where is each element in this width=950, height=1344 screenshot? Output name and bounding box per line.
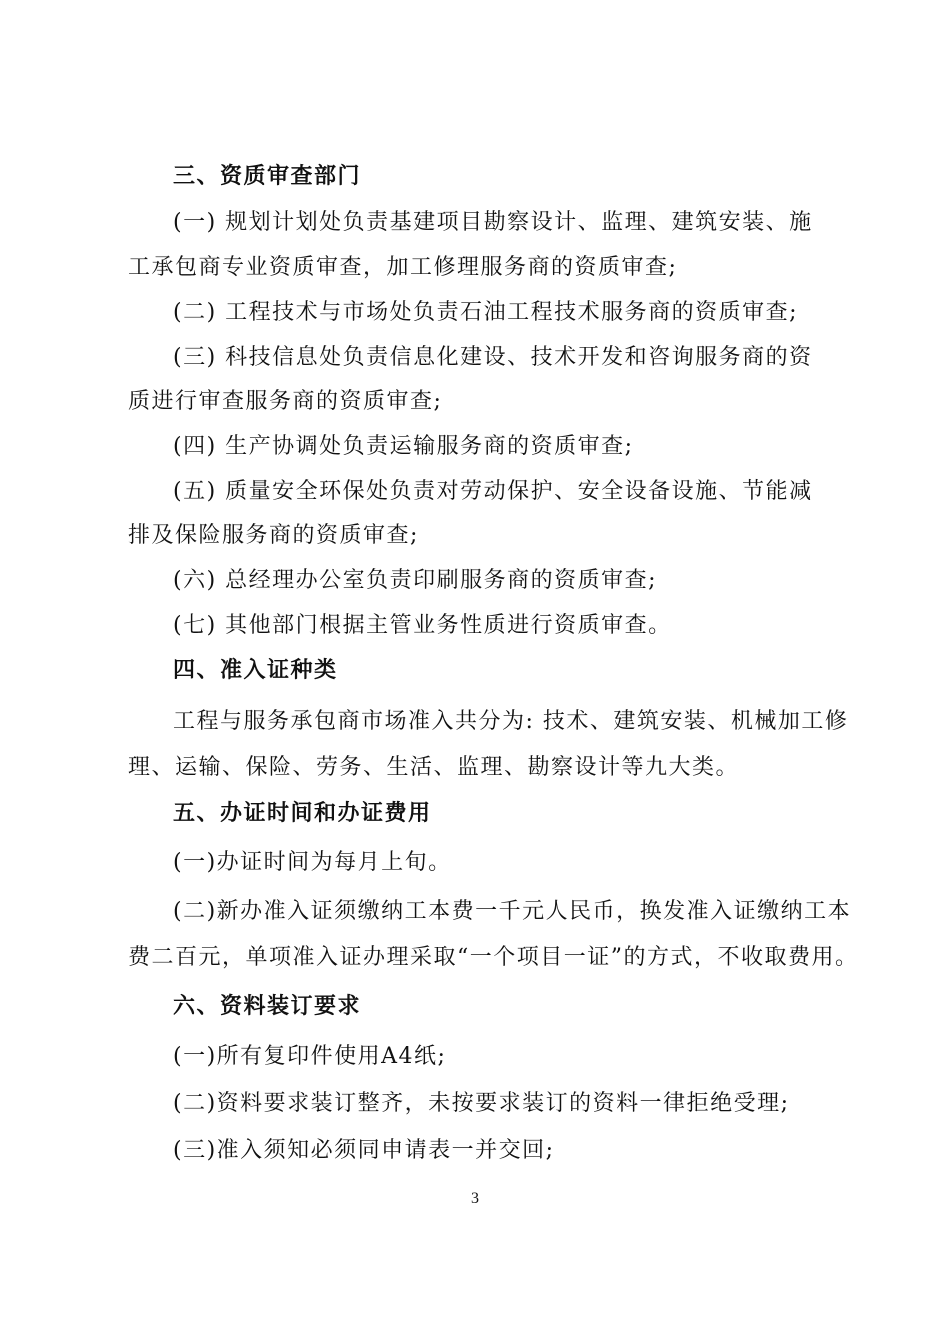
- paragraph-4-1-cont: 理、运输、保险、劳务、生活、监理、勘察设计等九大类。: [128, 755, 740, 780]
- section-heading-5: 五、办证时间和办证费用: [173, 801, 432, 826]
- paragraph-3-6: (六) 总经理办公室负责印刷服务商的资质审查;: [173, 568, 658, 593]
- paragraph-6-3: (三)准入须知必须同申请表一并交回;: [173, 1138, 555, 1163]
- paragraph-5-2-cont: 费二百元，单项准入证办理采取“一个项目一证”的方式，不收取费用。: [128, 945, 859, 970]
- paragraph-3-2: (二) 工程技术与市场处负责石油工程技术服务商的资质审查;: [173, 300, 799, 325]
- paragraph-5-2: (二)新办准入证须缴纳工本费一千元人民币，换发准入证缴纳工本: [173, 899, 852, 924]
- paragraph-3-1-cont: 工承包商专业资质审查，加工修理服务商的资质审查;: [128, 255, 678, 280]
- paragraph-6-2: (二)资料要求装订整齐，未按要求装订的资料一律拒绝受理;: [173, 1091, 790, 1116]
- paragraph-3-7: (七) 其他部门根据主管业务性质进行资质审查。: [173, 613, 672, 638]
- paragraph-3-4: (四) 生产协调处负责运输服务商的资质审查;: [173, 434, 634, 459]
- page-number: 3: [471, 1190, 479, 1207]
- paragraph-6-1: (一)所有复印件使用A4纸;: [173, 1044, 447, 1069]
- paragraph-3-5-cont: 排及保险服务商的资质审查;: [128, 523, 419, 548]
- paragraph-3-3: (三) 科技信息处负责信息化建设、技术开发和咨询服务商的资: [173, 345, 813, 370]
- section-heading-3: 三、资质审查部门: [173, 164, 362, 189]
- paragraph-4-1: 工程与服务承包商市场准入共分为: 技术、建筑安装、机械加工修: [173, 709, 849, 734]
- section-heading-4: 四、准入证种类: [173, 658, 338, 683]
- paragraph-3-5: (五) 质量安全环保处负责对劳动保护、安全设备设施、节能减: [173, 479, 813, 504]
- paragraph-3-3-cont: 质进行审查服务商的资质审查;: [128, 389, 443, 414]
- section-heading-6: 六、资料装订要求: [173, 994, 362, 1019]
- paragraph-3-1: (一) 规划计划处负责基建项目勘察设计、监理、建筑安装、施: [173, 210, 813, 235]
- paragraph-5-1: (一)办证时间为每月上旬。: [173, 850, 452, 875]
